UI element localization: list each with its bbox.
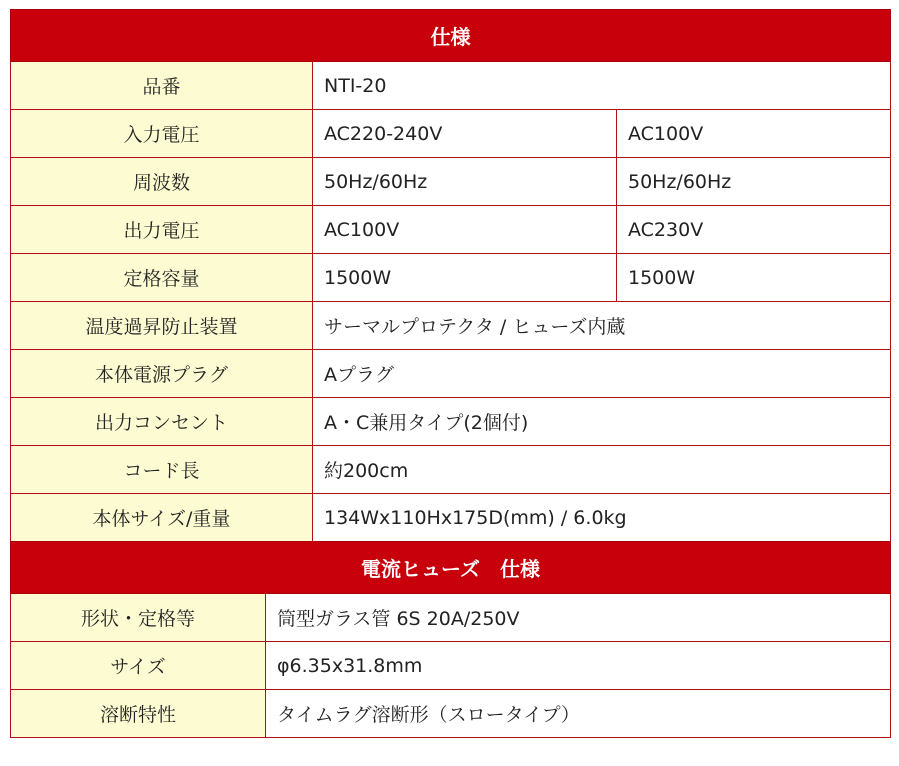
spec-header-row (11, 10, 891, 62)
row-value: NTI-20 (313, 62, 891, 110)
row-value: AC230V (617, 206, 891, 254)
row-value: 134Wx110Hx175D(mm) / 6.0kg (313, 494, 891, 542)
row-value: Aプラグ (313, 350, 891, 398)
table-row (11, 642, 891, 690)
row-value: AC100V (313, 206, 617, 254)
table-row (11, 110, 891, 158)
row-label: 形状・定格等 (11, 594, 266, 642)
row-value: A・C兼用タイプ(2個付) (313, 398, 891, 446)
row-label: 周波数 (11, 158, 313, 206)
table-row (11, 398, 891, 446)
table-row (11, 494, 891, 542)
row-value: 1500W (313, 254, 617, 302)
row-label: 入力電圧 (11, 110, 313, 158)
table-row (11, 690, 891, 738)
table-row (11, 302, 891, 350)
spec-title: 仕様 (11, 10, 891, 62)
row-label: コード長 (11, 446, 313, 494)
row-label: 温度過昇防止装置 (11, 302, 313, 350)
row-label: 本体電源プラグ (11, 350, 313, 398)
row-value: サーマルプロテクタ / ヒューズ内蔵 (313, 302, 891, 350)
row-label: 溶断特性 (11, 690, 266, 738)
row-value: 50Hz/60Hz (313, 158, 617, 206)
row-label: 出力電圧 (11, 206, 313, 254)
table-row (11, 350, 891, 398)
row-value: 筒型ガラス管 6S 20A/250V (266, 594, 891, 642)
table-row (11, 594, 891, 642)
table-row (11, 158, 891, 206)
spec-sheet (10, 9, 890, 738)
table-row (11, 446, 891, 494)
spec-table (10, 9, 891, 542)
row-value: AC220-240V (313, 110, 617, 158)
row-label: 定格容量 (11, 254, 313, 302)
table-row (11, 62, 891, 110)
row-label: 出力コンセント (11, 398, 313, 446)
fuse-title: 電流ヒューズ 仕様 (11, 542, 891, 594)
table-row (11, 254, 891, 302)
row-value: タイムラグ溶断形（スロータイプ） (266, 690, 891, 738)
row-label: 本体サイズ/重量 (11, 494, 313, 542)
fuse-header-row (11, 542, 891, 594)
row-value: φ6.35x31.8mm (266, 642, 891, 690)
row-label: 品番 (11, 62, 313, 110)
row-value: 1500W (617, 254, 891, 302)
row-label: サイズ (11, 642, 266, 690)
row-value: AC100V (617, 110, 891, 158)
row-value: 50Hz/60Hz (617, 158, 891, 206)
row-value: 約200cm (313, 446, 891, 494)
fuse-spec-table (10, 541, 891, 738)
table-row (11, 206, 891, 254)
